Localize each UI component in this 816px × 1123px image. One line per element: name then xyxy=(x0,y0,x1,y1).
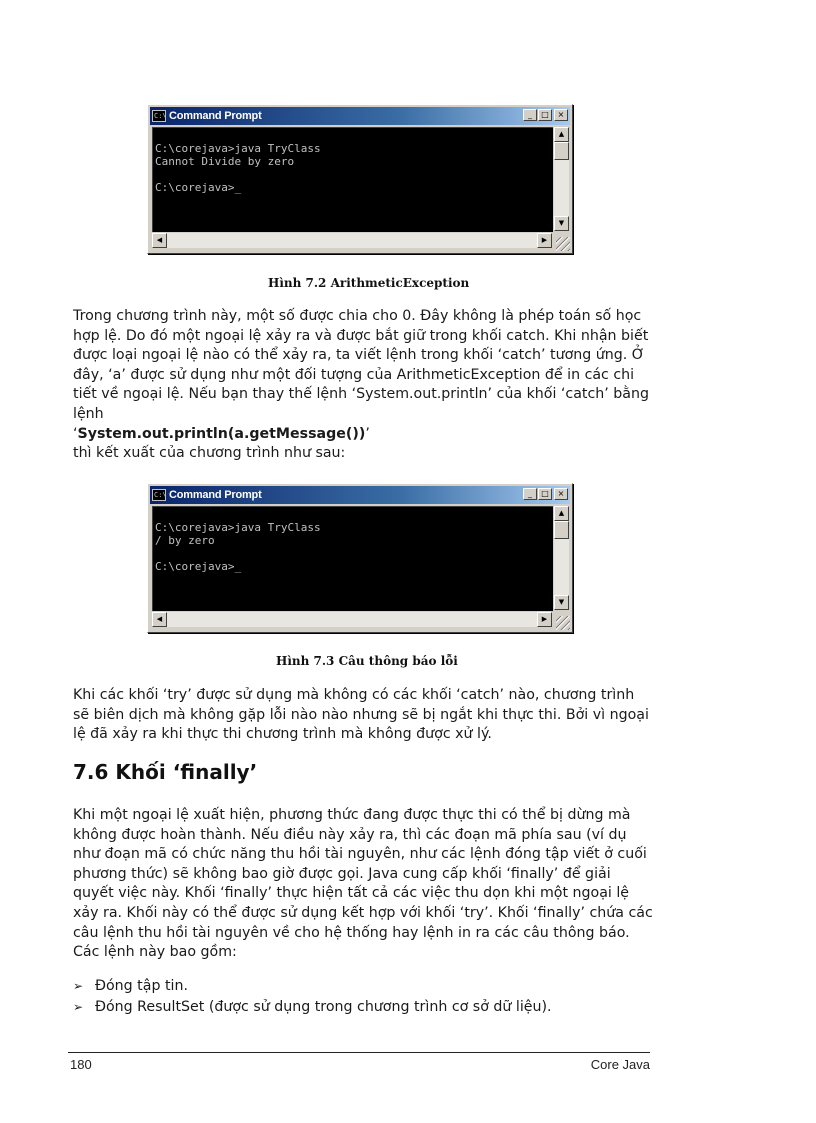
command-prompt-window-1 xyxy=(147,104,573,254)
console-screen[interactable] xyxy=(152,506,553,611)
list-item-text: Đóng ResultSet (được sử dụng trong chương trình cơ sở dữ liệu). xyxy=(95,999,552,1015)
minimize-button[interactable]: _ xyxy=(523,109,537,121)
maximize-button[interactable]: □ xyxy=(538,488,552,500)
quote-close: ’ xyxy=(365,425,370,442)
paragraph: Khi một ngoại lệ xuất hiện, phương thức đang được thực thi có thể bị dừng mà không được hoàn thành. Nếu điều này xảy ra, thì các đoạn mã phía sau (ví dụ như đoạn mã có chức năng thu hồi tài nguyên, như các lệnh đóng tập viết ở cuối phương thức) sẽ không bao giờ được gọi. Java cung cấp khối ‘finally’ để giải quyết việc này. Khối ‘finally’ thực hiện tất cả các việc thu dọn khi một ngoại lệ xảy ra. Khối này có thể được sử dụng kết hợp với khối ‘try’. Khối ‘finally’ chứa các câu lệnh thu hồi tài nguyên về cho hệ thống hay lệnh in ra các câu thông báo. Các lệnh này bao gồm: xyxy=(73,807,653,961)
resize-grip-icon[interactable] xyxy=(556,616,570,630)
console-icon: C:\ xyxy=(154,112,167,120)
scroll-up-icon[interactable]: ▲ xyxy=(554,127,569,142)
paragraph-text-after: thì kết xuất của chương trình như sau: xyxy=(73,445,346,462)
scroll-down-icon[interactable]: ▼ xyxy=(554,595,569,610)
horizontal-scrollbar[interactable] xyxy=(152,612,552,627)
scroll-right-icon[interactable]: ▶ xyxy=(537,233,552,248)
list-item xyxy=(73,997,552,1018)
vertical-scrollbar[interactable] xyxy=(554,127,569,231)
maximize-button[interactable]: □ xyxy=(538,109,552,121)
console-icon: C:\ xyxy=(154,491,167,499)
page-number: 180 xyxy=(70,1057,92,1072)
vertical-scrollbar[interactable] xyxy=(554,506,569,610)
title-bar[interactable] xyxy=(150,486,570,504)
command-prompt-window-2 xyxy=(147,483,573,633)
horizontal-scrollbar[interactable] xyxy=(152,233,552,248)
bullet-list xyxy=(73,976,552,1018)
scroll-right-icon[interactable]: ▶ xyxy=(537,612,552,627)
minimize-button[interactable]: _ xyxy=(523,488,537,500)
section-heading: 7.6 Khối ‘finally’ xyxy=(73,760,258,784)
paragraph xyxy=(73,307,653,464)
arrow-bullet-icon: ➢ xyxy=(73,979,84,993)
console-screen[interactable] xyxy=(152,127,553,232)
arrow-bullet-icon: ➢ xyxy=(73,1000,84,1014)
scroll-thumb[interactable] xyxy=(554,521,569,539)
console-output: C:\corejava>java TryClass Cannot Divide by zero C:\corejava>_ xyxy=(155,142,321,194)
scroll-left-icon[interactable]: ◀ xyxy=(152,233,167,248)
title-bar[interactable] xyxy=(150,107,570,125)
paragraph-text: Trong chương trình này, một số được chia cho 0. Đây không là phép toán số học hợp lệ. Do đó một ngoại lệ xảy ra và được bắt giữ trong khối catch. Khi nhận biết được loại ngoại lệ nào có thể xảy ra, ta viết lệnh trong khối ‘catch’ tương ứng. Ở đây, ‘a’ được sử dụng như một đối tượng của ArithmeticException để in các chi tiết về ngoại lệ. Nếu bạn thay thế lệnh ‘System.out.println’ của khối ‘catch’ bằng lệnh xyxy=(73,308,649,422)
figure-caption: Hình 7.3 Câu thông báo lỗi xyxy=(276,654,458,668)
figure-caption: Hình 7.2 ArithmeticException xyxy=(268,276,470,290)
close-button[interactable]: × xyxy=(554,488,568,500)
window-controls xyxy=(522,488,568,500)
code-snippet: System.out.println(a.getMessage()) xyxy=(77,425,366,442)
scroll-up-icon[interactable]: ▲ xyxy=(554,506,569,521)
book-title: Core Java xyxy=(590,1057,650,1072)
scroll-down-icon[interactable]: ▼ xyxy=(554,216,569,231)
console-output: C:\corejava>java TryClass / by zero C:\corejava>_ xyxy=(155,521,321,573)
scroll-left-icon[interactable]: ◀ xyxy=(152,612,167,627)
footer-divider xyxy=(68,1052,650,1053)
paragraph: Khi các khối ‘try’ được sử dụng mà không có các khối ‘catch’ nào, chương trình sẽ biên dịch mà không gặp lỗi nào nào nhưng sẽ bị ngắt khi thực thi. Bởi vì ngoại lệ đã xảy ra khi thực thi chương trình mà không được xử lý. xyxy=(73,687,649,743)
scroll-thumb[interactable] xyxy=(554,142,569,160)
resize-grip-icon[interactable] xyxy=(556,237,570,251)
window-title: Command Prompt xyxy=(169,489,262,501)
window-controls xyxy=(522,109,568,121)
close-button[interactable]: × xyxy=(554,109,568,121)
list-item xyxy=(73,976,552,997)
window-title: Command Prompt xyxy=(169,110,262,122)
quote-open: ‘ xyxy=(73,425,78,442)
list-item-text: Đóng tập tin. xyxy=(95,978,188,994)
